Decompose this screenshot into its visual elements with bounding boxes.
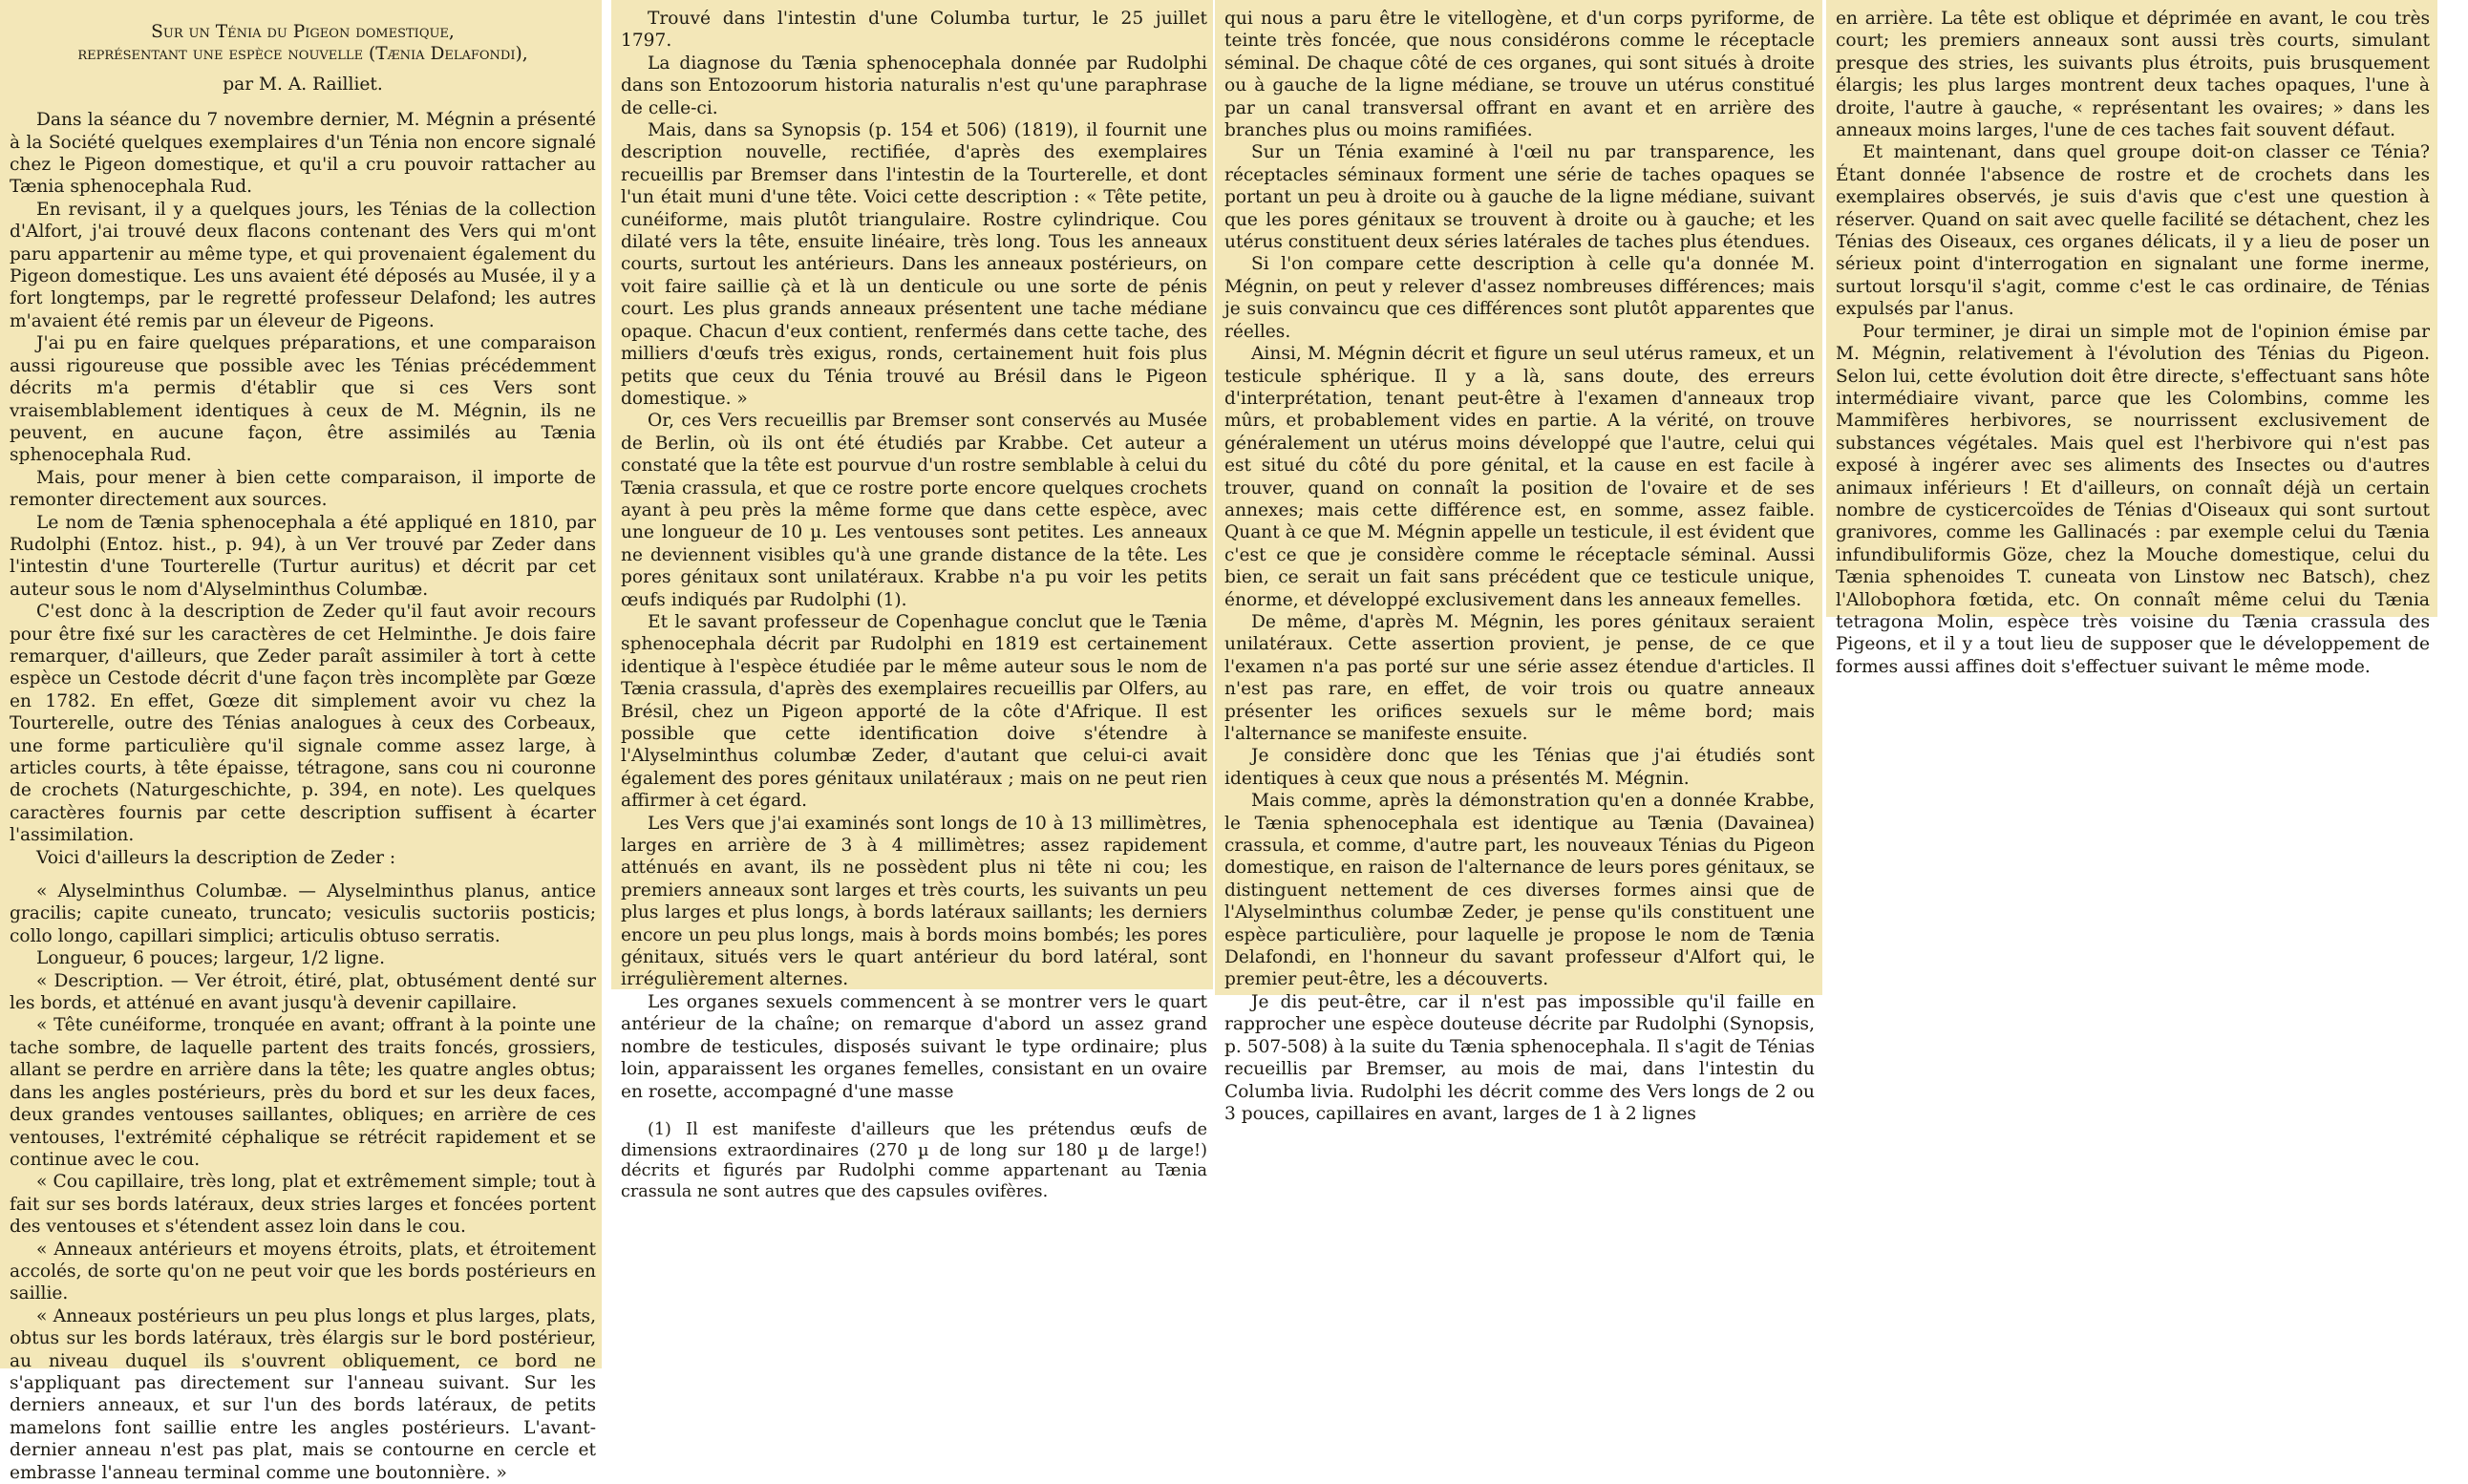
paragraph: Les Vers que j'ai examinés sont longs de 10 à 13 millimètres, larges en arrière de 3 à 4 millimètres; assez rapidement atténués en avant, ils ne possèdent plus ni tête ni cou; les premiers anneaux sont larges et très courts, les suivants un peu plus larges et plus longs, à bords latéraux saillants; les derniers encore un peu plus longs, mais à bords moins bombés; les pores génitaux, situés vers le quart antérieur du bord latéral, sont irrégulièrement alternes.	[621, 813, 1207, 990]
quoted-paragraph: « Anneaux postérieurs un peu plus longs et plus larges, plats, obtus sur les bords latéraux, très élargis sur le bord postérieur, au niveau duquel ils s'ouvrent obliquement, ce bord ne s'appliquant pas directement sur l'anneau suivant. Sur les derniers anneaux, et sur l'un des bords latéraux, de petits mamelons font saillie entre les angles postérieurs. L'avant-dernier anneau n'est pas plat, mais se contourne en cercle et embrasse l'anneau terminal comme une boutonnière. »	[10, 1305, 596, 1483]
paragraph: Voici d'ailleurs la description de Zeder :	[36, 847, 396, 868]
paragraph: Longueur, 6 pouces; largeur, 1/2 ligne.	[36, 948, 385, 969]
paragraph: Le nom de Tænia sphenocephala a été appliqué en 1810, par Rudolphi (Entoz. hist., p. 94), à un Ver trouvé par Zeder dans l'intestin d'une Tourterelle (Turtur auritus) et décrit par cet auteur sous le nom d'Alyselminthus Columbæ.	[10, 512, 596, 600]
paragraph: Je considère donc que les Ténias que j'ai étudiés sont identiques à ceux que nous a présentés M. Mégnin.	[1224, 746, 1815, 789]
paragraph: En revisant, il y a quelques jours, les Ténias de la collection d'Alfort, j'ai trouvé deux flacons contenant des Vers qui m'ont paru appartenir au même type, et qui provenaient également du Pigeon domestique. Les uns avaient été déposés au Musée, il y a fort longtemps, par le regretté professeur Delafond; les autres m'avaient été remis par un éleveur de Pigeons.	[10, 199, 596, 331]
quoted-paragraph: « Description. — Ver étroit, étiré, plat, obtusément denté sur les bords, et atténué en avant jusqu'à devenir capillaire.	[10, 970, 596, 1014]
quoted-paragraph: « Tête cunéiforme, tronquée en avant; offrant à la pointe une tache sombre, de laquelle partent des traits foncés, grossiers, allant se perdre en arrière dans la tête; les quatre angles obtus; dans les angles postérieurs, près du bord et sur les deux faces, deux grandes ventouses saillantes, obliques; en arrière de ces ventouses, l'extrémité céphalique se rétrécit rapidement et se continue avec le cou.	[10, 1015, 596, 1170]
article-title-line-1: Sur un Ténia du Pigeon domestique,	[151, 22, 455, 42]
spacer	[10, 869, 596, 880]
paragraph: Si l'on compare cette description à celle qu'a donnée M. Mégnin, on peut y relever d'assez nombreuses différences; mais je suis convaincu que ces différences sont plutôt apparentes que réelles.	[1224, 254, 1815, 342]
paragraph: Pour terminer, je dirai un simple mot de l'opinion émise par M. Mégnin, relativement à l'évolution des Ténias du Pigeon. Selon lui, cette évolution doit être directe, s'effectuant sans hôte intermédiaire vivant, parce que les Colombins, comme les Mammifères herbivores, se nourrissent exclusivement de substances végétales. Mais quel est l'herbivore qui n'est pas exposé à ingérer avec ses aliments des Insectes ou d'autres animaux inférieurs ! Et d'ailleurs, on connaît déjà un certain nombre de cysticercoïdes de Ténias d'Oiseaux qui sont surtout granivores, comme les Gallinacés : par exemple celui du Tænia infundibuliformis Göze, chez la Mouche domestique, celui du Tænia sphenoides T. cuneata von Linstow nec Batsch), chez l'Allobophora fœtida, etc. On connaît même celui du Tænia tetragona Molin, espèce très voisine du Tænia crassula des Pigeons, et il y a tout lieu de supposer que le développement de formes aussi affines doit s'effectuer suivant le même mode.	[1836, 321, 2430, 677]
paragraph: J'ai pu en faire quelques préparations, et une comparaison aussi rigoureuse que possible avec les Ténias précédemment décrits m'a permis d'établir que si ces Vers sont vraisemblablement identiques à ceux de M. Mégnin, ils ne peuvent, en aucune façon, être assimilés au Tænia sphenocephala Rud.	[10, 333, 596, 466]
paragraph: Mais comme, après la démonstration qu'en a donnée Krabbe, le Tænia sphenocephala est identique au Tænia (Davainea) crassula, et comme, d'autre part, les nouveaux Ténias du Pigeon domestique, en raison de l'alternance de leurs pores génitaux, se distinguent nettement de ces diverses formes ainsi que de l'Alyselminthus columbæ Zeder, je pense qu'ils constituent une espèce particulière, pour laquelle je propose le nom de Tænia Delafondi, en l'honneur du savant professeur d'Alfort qui, le premier peut-être, les a découverts.	[1224, 791, 1815, 990]
footnote-separator	[621, 1103, 1207, 1116]
paragraph: Mais, pour mener à bien cette comparaison, il importe de remonter directement aux sources.	[10, 467, 596, 511]
paragraph: Or, ces Vers recueillis par Bremser sont conservés au Musée de Berlin, où ils ont été étudiés par Krabbe. Cet auteur a constaté que la tête est pourvue d'un rostre semblable à celui du Tænia crassula, et que ce rostre porte encore quelques crochets ayant à peu près la même forme que dans cette espèce, avec une longueur de 10 µ. Les ventouses sont petites. Les anneaux ne deviennent visibles qu'à une grande distance de la tête. Les pores génitaux sont unilatéraux. Krabbe n'a pu voir les petits œufs indiqués par Rudolphi (1).	[621, 411, 1207, 610]
paragraph: Dans la séance du 7 novembre dernier, M. Mégnin a présenté à la Société quelques exemplaires d'un Ténia non encore signalé chez le Pigeon domestique, et qu'il a cru pouvoir rattacher au Tænia sphenocephala Rud.	[10, 110, 596, 198]
paragraph: Ainsi, M. Mégnin décrit et figure un seul utérus rameux, et un testicule sphérique. Il y a là, sans doute, des erreurs d'interprétation, tenant peut-être à l'examen d'anneaux trop mûrs, et probablement vides en partie. A la vérité, on trouve généralement un utérus moins développé que l'autre, celui qui est situé du côté du pore génital, et la cause en est facile à trouver, quand on connaît la position de l'ovaire et de ses annexes; mais cette différence est, en somme, assez faible. Quant à ce que M. Mégnin appelle un testicule, il est évident que c'est ce que je considère comme le réceptacle séminal. Aussi bien, ce serait un fait sans précédent que ce testicule unique, énorme, et développé exclusivement dans les anneaux femelles.	[1224, 344, 1815, 610]
quoted-paragraph: « Cou capillaire, très long, plat et extrêmement simple; tout à fait sur ses bords latéraux, deux stries larges et foncées portent des ventouses et s'étendent assez loin dans le cou.	[10, 1172, 596, 1238]
text-column-1	[0, 0, 602, 1483]
quoted-paragraph: « Anneaux antérieurs et moyens étroits, plats, et étroitement accolés, de sorte qu'on ne peut voir que les bords postérieurs en saillie.	[10, 1239, 596, 1304]
paragraph: en arrière. La tête est oblique et déprimée en avant, le cou très court; les premiers anneaux sont aussi très courts, simulant presque des stries, les suivants plus étroits, puis brusquement élargis; les plus larges montrent deux taches opaques, l'une à droite, l'autre à gauche, « représentant les ovaires; » dans les anneaux moins larges, l'une de ces taches fait souvent défaut.	[1836, 9, 2430, 141]
paragraph: Trouvé dans l'intestin d'une Columba turtur, le 25 juillet 1797.	[621, 9, 1207, 52]
paragraph: De même, d'après M. Mégnin, les pores génitaux seraient unilatéraux. Cette assertion provient, je pense, de ce que l'examen n'a pas porté sur une série assez étendue d'articles. Il n'est pas rare, en effet, de voir trois ou quatre anneaux présenter les orifices sexuels sur le même bord; mais l'alternance se manifeste ensuite.	[1224, 611, 1815, 744]
paragraph: La diagnose du Tænia sphenocephala donnée par Rudolphi dans son Entozoorum historia naturalis n'est qu'une paraphrase de celle-ci.	[621, 53, 1207, 118]
article-author: par M. A. Railliet.	[223, 74, 383, 95]
text-column-2	[611, 0, 1213, 1201]
paragraph: Les organes sexuels commencent à se montrer vers le quart antérieur de la chaîne; on remarque d'abord un assez grand nombre de testicules, disposés suivant le type ordinaire; plus loin, apparaissent les organes femelles, consistant en un ovaire en rosette, accompagné d'une masse	[621, 991, 1207, 1102]
text-column-3	[1215, 0, 1822, 1124]
footnote: (1) Il est manifeste d'ailleurs que les prétendus œufs de dimensions extraordinaires (270 µ de long sur 180 µ de large!) décrits et figurés par Rudolphi comme appartenant au Tænia crassula ne sont autres que des capsules ovifères.	[621, 1119, 1207, 1201]
paragraph: Je dis peut-être, car il n'est pas impossible qu'il faille en rapprocher une espèce douteuse décrite par Rudolphi (Synopsis, p. 507-508) à la suite du Tænia sphenocephala. Il s'agit de Ténias recueillis par Bremser, au mois de mai, dans l'intestin du Columba livia. Rudolphi les décrit comme des Vers longs de 2 ou 3 pouces, capillaires en avant, larges de 1 à 2 lignes	[1224, 991, 1815, 1124]
paragraph: Sur un Ténia examiné à l'œil nu par transparence, les réceptacles séminaux forment une série de taches opaques se portant un peu à droite ou à gauche de la ligne médiane, suivant que les pores génitaux se trouvent à droite ou à gauche; et les utérus constituent deux séries latérales de taches plus étendues.	[1224, 142, 1815, 253]
paragraph: Et le savant professeur de Copenhague conclut que le Tænia sphenocephala décrit par Rudolphi en 1819 est certainement identique à l'espèce étudiée par le même auteur sous le nom de Tænia crassula, d'après des exemplaires recueillis par Olfers, au Brésil, chez un Pigeon apporté de la côte d'Afrique. Il est possible que cette identification doive s'étendre à l'Alyselminthus columbæ Zeder, d'autant que celui-ci avait également des pores génitaux unilatéraux ; mais on ne peut rien affirmer à cet égard.	[621, 611, 1207, 812]
paragraph: qui nous a paru être le vitellogène, et d'un corps pyriforme, de teinte très foncée, que nous considérons comme le réceptacle séminal. De chaque côté de ces organes, qui sont situés à droite ou à gauche de la ligne médiane, se trouve un utérus constitué par un canal transversal offrant en avant et en arrière des branches plus ou moins ramifiées.	[1224, 9, 1815, 141]
paragraph: Mais, dans sa Synopsis (p. 154 et 506) (1819), il fournit une description nouvelle, rectifiée, d'après des exemplaires recueillis par Bremser dans l'intestin de la Tourterelle, et dont l'un était muni d'une tête. Voici cette description : « Tête petite, cunéiforme, mais plutôt triangulaire. Rostre cylindrique. Cou dilaté vers la tête, ensuite linéaire, très long. Tous les anneaux courts, surtout les antérieurs. Dans les anneaux postérieurs, on voit faire saillie çà et là un denticule ou une sorte de pénis court. Les plus grands anneaux présentent une tache médiane opaque. Chacun d'eux contient, renfermés dans cette tache, des milliers d'œufs très exigus, ronds, certainement huit fois plus petits que ceux du Ténia trouvé au Brésil dans le Pigeon domestique. »	[621, 120, 1207, 409]
text-column-4	[1826, 0, 2437, 677]
quoted-diagnosis: « Alyselminthus Columbæ. — Alyselminthus planus, antice gracilis; capite cuneato, truncato; vesiculis suctoriis posticis; collo longo, capillari simplici; articulis obtuso serratis.	[10, 881, 596, 946]
article-title-line-2: représentant une espèce nouvelle (Tænia Delafondi),	[77, 44, 528, 65]
paragraph: C'est donc à la description de Zeder qu'il faut avoir recours pour être fixé sur les caractères de cet Helminthe. Je dois faire remarquer, d'ailleurs, que Zeder paraît assimiler à tort à cette espèce un Cestode décrit d'une façon très incomplète par Gœze en 1782. En effet, Gœze dit simplement avoir vu chez la Tourterelle, outre des Ténias analogues à ceux des Corbeaux, une forme particulière qu'il signale comme assez large, à articles courts, à tête épaisse, tétragone, sans cou ni couronne de crochets (Naturgeschichte, p. 394, en note). Les quelques caractères fournis par cette description suffisent à écarter l'assimilation.	[10, 602, 596, 846]
paragraph: Et maintenant, dans quel groupe doit-on classer ce Ténia? Étant donnée l'absence de rostre et de crochets dans les exemplaires observés, je suis d'avis que c'est une question à réserver. Quand on sait avec quelle facilité se détachent, chez les Ténias des Oiseaux, ces organes délicats, il y a lieu de poser un sérieux point d'interrogation en signalant une forme inerme, surtout lorsqu'il s'agit, comme c'est le cas ordinaire, de Ténias expulsés par l'anus.	[1836, 142, 2430, 320]
